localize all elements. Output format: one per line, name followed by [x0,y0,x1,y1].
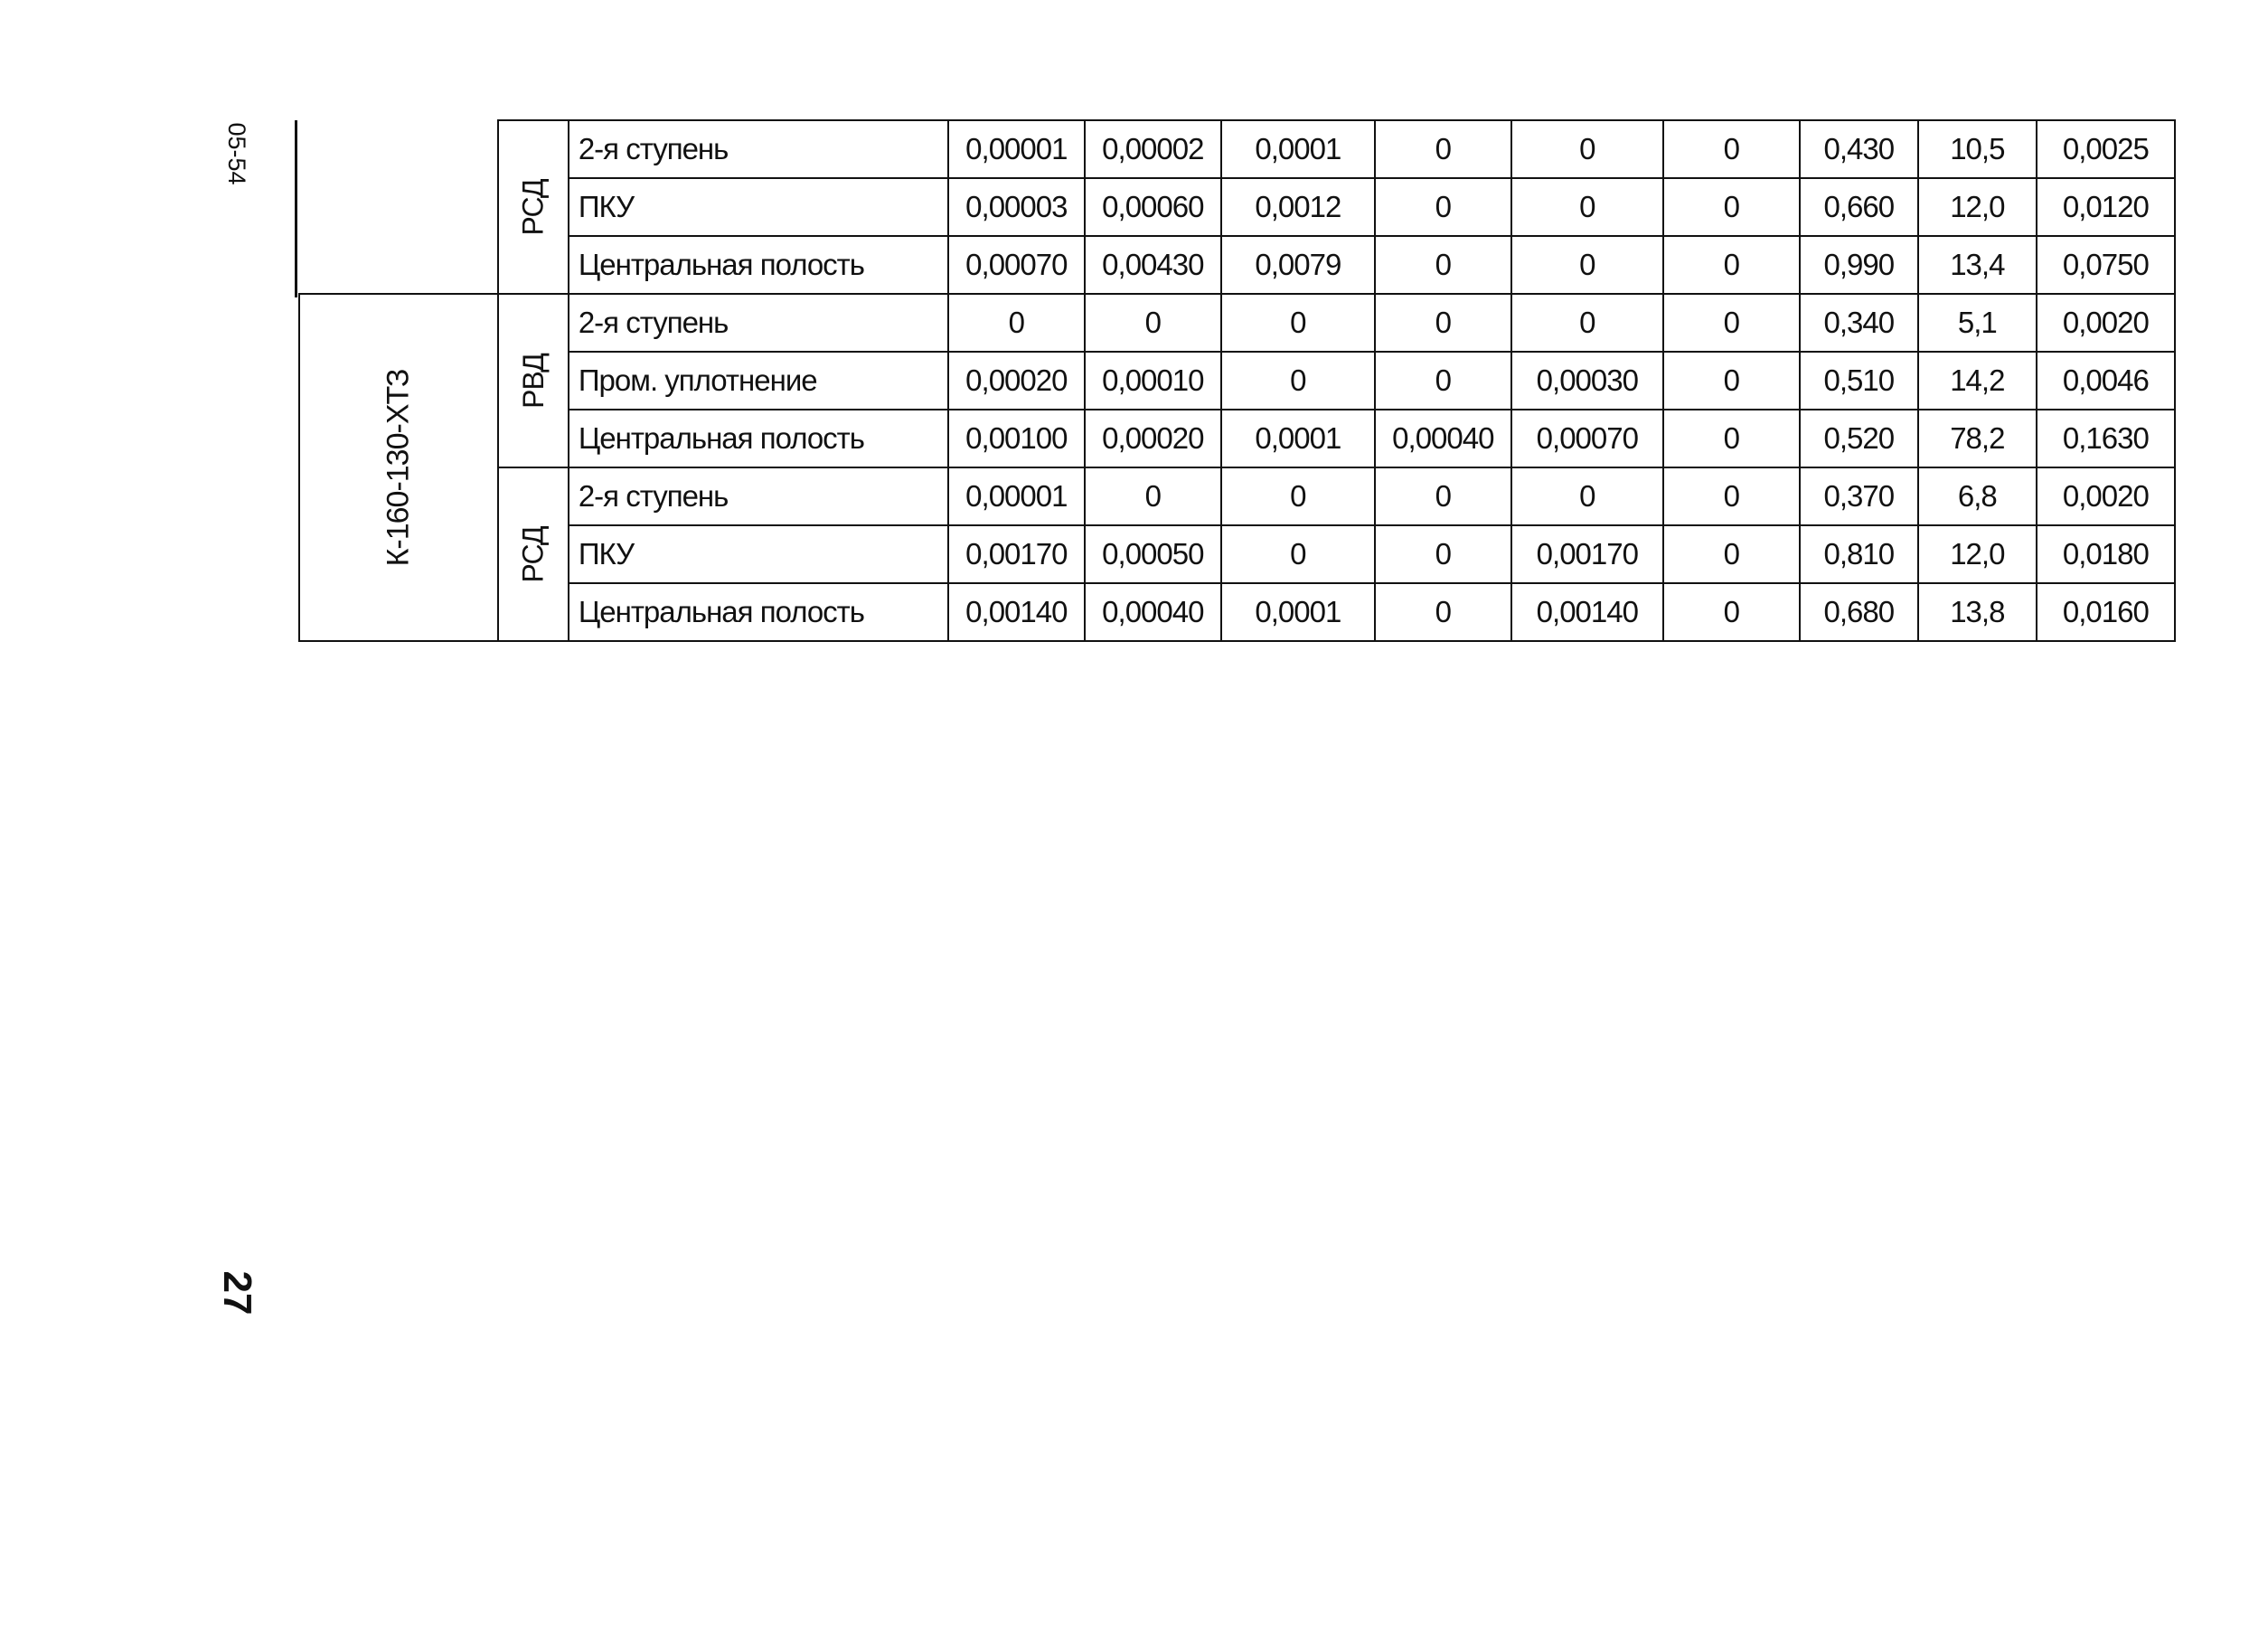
location-name-cell: 2-я ступень [569,120,948,178]
value-cell: 0,00070 [948,236,1085,294]
location-name-cell: ПКУ [569,525,948,583]
value-cell: 0 [1375,294,1511,352]
value-cell: 0,0160 [2037,583,2175,641]
location-name-cell: Пром. уплотнение [569,352,948,410]
value-cell: 0,00430 [1085,236,1221,294]
value-cell: 0 [1375,236,1511,294]
value-cell: 0,00001 [948,467,1085,525]
table-row [299,236,2175,294]
value-cell: 0,00020 [1085,410,1221,467]
location-name-cell: 2-я ступень [569,467,948,525]
value-cell: 0,00170 [948,525,1085,583]
value-cell: 0 [1221,294,1375,352]
table-row [299,178,2175,236]
value-cell: 0,00140 [1511,583,1663,641]
value-cell: 0 [1663,352,1800,410]
value-cell: 0 [1511,178,1663,236]
value-cell: 0,00020 [948,352,1085,410]
value-cell: 0,660 [1800,178,1918,236]
value-cell: 0,510 [1800,352,1918,410]
value-cell: 0 [1663,178,1800,236]
location-name-cell: ПКУ [569,178,948,236]
value-cell: 0 [1221,525,1375,583]
value-cell: 0,00060 [1085,178,1221,236]
rotor-section-label: РСД [516,526,550,583]
value-cell: 0 [1511,120,1663,178]
rotor-section-cell [498,120,569,294]
value-cell: 0 [1375,583,1511,641]
value-cell: 0,0750 [2037,236,2175,294]
value-cell: 0 [1663,236,1800,294]
page-number: 27 [215,1270,259,1316]
value-cell: 0,0120 [2037,178,2175,236]
table-row [299,410,2175,467]
value-cell: 6,8 [1918,467,2037,525]
value-cell: 0,0001 [1221,120,1375,178]
turbine-model-label: К-160-130-ХТЗ [381,369,416,566]
rotor-section-label: РВД [516,354,550,409]
value-cell: 13,8 [1918,583,2037,641]
value-cell: 0 [1663,583,1800,641]
value-cell: 0,00001 [948,120,1085,178]
left-border-line [295,120,297,297]
value-cell: 0,00140 [948,583,1085,641]
value-cell: 78,2 [1918,410,2037,467]
value-cell: 0 [1375,120,1511,178]
value-cell: 12,0 [1918,178,2037,236]
document-code: 05-54 [223,122,251,185]
value-cell: 0,990 [1800,236,1918,294]
value-cell: 0,0020 [2037,294,2175,352]
value-cell: 12,0 [1918,525,2037,583]
value-cell: 0,00003 [948,178,1085,236]
value-cell: 0,680 [1800,583,1918,641]
value-cell: 0 [1221,352,1375,410]
value-cell: 0,0180 [2037,525,2175,583]
value-cell: 0 [1085,294,1221,352]
value-cell: 0,0079 [1221,236,1375,294]
value-cell: 0,520 [1800,410,1918,467]
value-cell: 0 [1663,120,1800,178]
location-name-cell: Центральная полость [569,410,948,467]
table-row [299,352,2175,410]
value-cell: 5,1 [1918,294,2037,352]
value-cell: 0,1630 [2037,410,2175,467]
rotor-section-cell [498,294,569,467]
value-cell: 0 [1375,525,1511,583]
table-row [299,467,2175,525]
location-name-cell: 2-я ступень [569,294,948,352]
value-cell: 0,0001 [1221,410,1375,467]
value-cell: 0 [1375,467,1511,525]
value-cell: 14,2 [1918,352,2037,410]
rotor-section-label: РСД [516,179,550,236]
value-cell: 0,0001 [1221,583,1375,641]
value-cell: 0 [1663,410,1800,467]
table-row [299,120,2175,178]
value-cell: 0,00010 [1085,352,1221,410]
value-cell: 0 [1221,467,1375,525]
table-row [299,294,2175,352]
value-cell: 0 [1375,178,1511,236]
value-cell: 0,00040 [1085,583,1221,641]
value-cell: 0,0020 [2037,467,2175,525]
value-cell: 0,0025 [2037,120,2175,178]
data-table [298,119,2176,642]
value-cell: 0,00170 [1511,525,1663,583]
value-cell: 0 [1511,236,1663,294]
value-cell: 0,430 [1800,120,1918,178]
rotor-section-cell [498,467,569,641]
value-cell: 0,810 [1800,525,1918,583]
value-cell: 0,00050 [1085,525,1221,583]
value-cell: 13,4 [1918,236,2037,294]
value-cell: 0 [1375,352,1511,410]
value-cell: 0,0046 [2037,352,2175,410]
value-cell: 0 [1663,294,1800,352]
value-cell: 0,00070 [1511,410,1663,467]
value-cell: 10,5 [1918,120,2037,178]
value-cell: 0 [1663,525,1800,583]
value-cell: 0 [948,294,1085,352]
turbine-model-cell [299,120,498,294]
value-cell: 0,370 [1800,467,1918,525]
turbine-model-cell [299,294,498,641]
table-body [299,120,2175,641]
value-cell: 0,0012 [1221,178,1375,236]
value-cell: 0 [1085,467,1221,525]
table-row [299,525,2175,583]
location-name-cell: Центральная полость [569,583,948,641]
value-cell: 0,340 [1800,294,1918,352]
value-cell: 0 [1511,467,1663,525]
table-row [299,583,2175,641]
value-cell: 0 [1663,467,1800,525]
location-name-cell: Центральная полость [569,236,948,294]
value-cell: 0,00100 [948,410,1085,467]
value-cell: 0,00030 [1511,352,1663,410]
value-cell: 0,00040 [1375,410,1511,467]
value-cell: 0 [1511,294,1663,352]
value-cell: 0,00002 [1085,120,1221,178]
